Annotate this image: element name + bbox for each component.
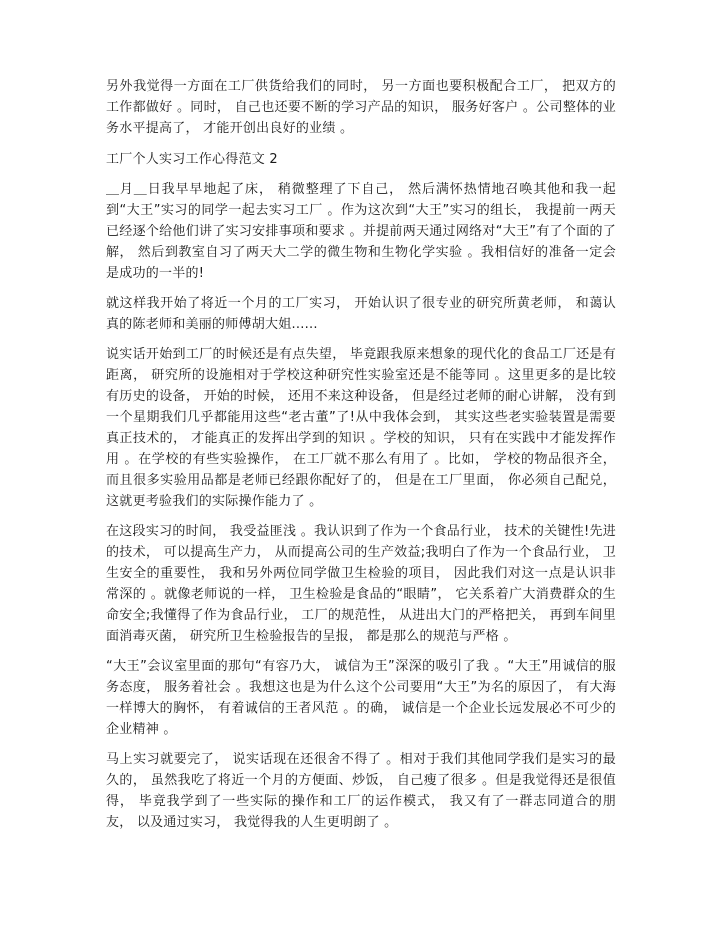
- paragraph-benefits: 在这段实习的时间， 我受益匪浅 。我认识到了作为一个食品行业， 技术的关键性!先进的技术， 可以提高生产力， 从而提高公司的生产效益;我明白了作为一个食品行业， 卫生安全的重要性， 我和另外两位同学做卫生检验的项目， 因此我们对这一点是认识非常深的 。就像老师说的一样， 卫生检验是食品的“眼睛”， 它关系着广大消费群众的生命安全;我懂得了作为食品行业， 工厂的规范性， 从进出大门的严格把关， 再到车间里面消毒灭菌， 研究所卫生检验报告的呈报， 都是那么的规范与严格 。: [106, 524, 616, 644]
- document-body: [106, 76, 616, 833]
- paragraph-impressions: 说实话开始到工厂的时候还是有点失望， 毕竟跟我原来想象的现代化的食品工厂还是有距离， 研究所的设施相对于学校这种研究性实验室还是不能等同 。这里更多的是比较有历史的设备， 开始的时候， 还用不来这种设备， 但是经过老师的耐心讲解， 没有到一个星期我们几乎都能用这些“老古董”了!从中我体会到， 其实这些老实验装置是需要真正技术的， 才能真正的发挥出学到的知识 。学校的知识， 只有在实践中才能发挥作用 。在学校的有些实验操作， 在工厂就不那么有用了 。比如， 学校的物品很齐全， 而且很多实验用品都是老师已经跟你配好了的， 但是在工厂里面， 你必须自己配兑， 这就更考验我们的实际操作能力了 。: [106, 347, 616, 509]
- paragraph-intro: 另外我觉得一方面在工厂供货给我们的同时， 另一方面也要积极配合工厂， 把双方的工作都做好 。同时， 自己也还要不断的学习产品的知识， 服务好客户 。公司整体的业务水平提高了， 才能开创出良好的业绩 。: [106, 79, 616, 136]
- paragraph-conclusion: 马上实习就要完了， 说实话现在还很舍不得了 。相对于我们其他同学我们是实习的最久的， 虽然我吃了将近一个月的方便面、炒饭， 自己瘦了很多 。但是我觉得还是很值得， 毕竟我学到了一些实际的操作和工厂的运作模式， 我又有了一群志同道合的朋友， 以及通过实习， 我觉得我的人生更明朗了 。: [106, 752, 616, 830]
- section-heading: 工厂个人实习工作心得范文 2: [106, 152, 278, 167]
- paragraph-first-day: ＿月＿日我早早地起了床， 稍微整理了下自己， 然后满怀热情地召唤其他和我一起到“大王”实习的同学一起去实习工厂 。作为这次到“大王”实习的组长， 我提前一两天已经逐个给他们讲了实习安排事项和要求 。并提前两天通过网络对“大王”有了个面的了解， 然后到教室自习了两天大二学的微生物和生物化学实验 。我相信好的准备一定会是成功的一半的!: [106, 182, 616, 281]
- paragraph-integrity: “大王”会议室里面的那句“有容乃大， 诚信为王”深深的吸引了我 。“大王”用诚信的服务态度， 服务着社会 。我想这也是为什么这个公司要用“大王”为名的原因了， 有大海一样博大的胸怀， 有着诚信的王者风范 。的确， 诚信是一个企业长远发展必不可少的企业精神 。: [106, 659, 616, 737]
- paragraph-start: 就这样我开始了将近一个月的工厂实习， 开始认识了很专业的研究所黄老师， 和蔼认真的陈老师和美丽的师傅胡大姐......: [106, 296, 616, 332]
